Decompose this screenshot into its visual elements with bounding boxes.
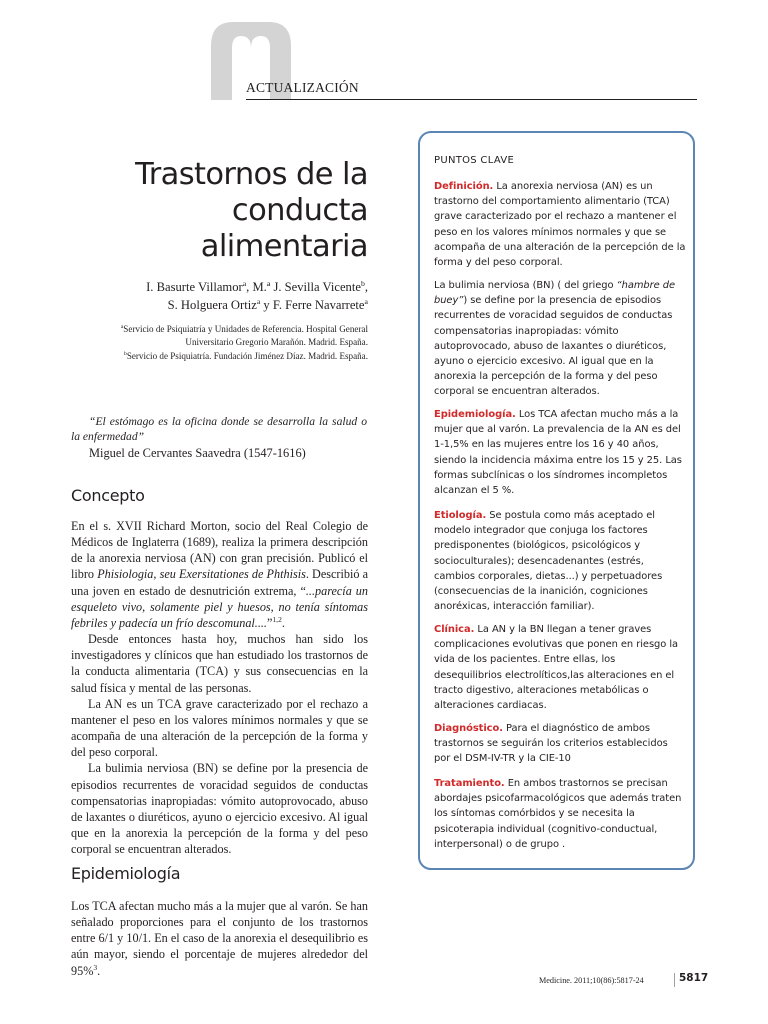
key-point-label: Etiología. xyxy=(434,510,487,521)
author-name: S. Holguera Ortiz xyxy=(167,297,257,312)
heading-concepto: Concepto xyxy=(71,486,145,505)
epidemiologia-body xyxy=(71,898,368,979)
epigraph-author: Miguel de Cervantes Saavedra (1547-1616) xyxy=(89,446,306,460)
key-point-label: Definición. xyxy=(434,181,494,192)
header-rule xyxy=(246,99,697,100)
concepto-body xyxy=(71,518,368,857)
key-points-title: PUNTOS CLAVE xyxy=(434,155,515,166)
article-title: Trastornos de la conducta alimentaria xyxy=(135,157,368,264)
heading-epidemiologia: Epidemiología xyxy=(71,864,181,883)
footer-divider xyxy=(674,973,675,987)
author-name: I. Basurte Villamor xyxy=(146,280,243,294)
key-point-label: Epidemiología. xyxy=(434,409,516,420)
key-point-definicion: Definición. La anorexia nerviosa (AN) es un trastorno del comportamiento alimentario (TCA) grave caracterizado por el rechazo a mantener el peso en los valores mínimos normales y que se acompaña de una alteración de la percepción de la forma y del peso corporal. xyxy=(434,181,686,269)
key-point-clinica: Clínica. La AN y la BN llegan a tener graves complicaciones evolutivas que ponen en riesgo la vida de los pacientes. Entre ellas, los desequilibrios electrolíticos,las alteraciones en el tracto digestivo, alteraciones metabólicas o alteraciones cardiacas. xyxy=(434,624,679,712)
paragraph: Desde entonces hasta hoy, muchos han sido los investigadores y clínicos que han estudiado los trastornos de la conducta alimentaria (TCA) y sus consecuencias en la salud física y mental de las personas. xyxy=(71,632,368,695)
epigraph-text: “El estómago es la oficina donde se desarrolla la salud o la enfermedad” xyxy=(71,415,367,443)
key-point-label: Clínica. xyxy=(434,624,475,635)
key-point-epidemiologia: Epidemiología. Los TCA afectan mucho más a la mujer que al varón. La prevalencia de la AN es del 1-1,5% en las mujeres entre los 16 y 40 años, siendo la incidencia máxima entre los 15 y 25. Las formas subclínicas o los síndromes incompletos alcanzan el 5 %. xyxy=(434,409,682,497)
affiliations xyxy=(88,323,368,363)
key-point-label: Tratamiento. xyxy=(434,778,505,789)
author-name: M.ª J. Sevilla Vicente xyxy=(252,280,361,294)
key-point-label: Diagnóstico. xyxy=(434,723,503,734)
footer-citation: Medicine. 2011;10(86):5817-24 xyxy=(539,976,644,985)
section-label: ACTUALIZACIÓN xyxy=(246,80,359,95)
key-point-diagnostico: Diagnóstico. Para el diagnóstico de ambos trastornos se seguirán los criterios establecidos por el DSM-IV-TR y la CIE-10 xyxy=(434,723,668,765)
author-name: F. Ferre Navarrete xyxy=(272,297,365,312)
affiliation-a: $^a$Servicio de Psiquiatría y Unidades de Referencia. Hospital General Universitario Gregorio Marañón. Madrid. España. xyxy=(120,323,368,348)
paragraph: La AN es un TCA grave caracterizado por el rechazo a mantener el peso en los valores mínimos normales y que se acompaña de una alteración de la percepción de la forma y del peso corporal. xyxy=(71,696,368,760)
epigraph xyxy=(71,415,367,461)
key-point-tratamiento: Tratamiento. En ambos trastornos se precisan abordajes psicofarmacológicos que además traten los síntomas comórbidos y se necesita la psicoterapia individual (cognitivo-conductual, interpersonal) o de grupo . xyxy=(434,778,682,850)
affiliation-b: $^b$Servicio de Psiquiatría. Fundación Jiménez Díaz. Madrid. España. xyxy=(124,350,368,361)
author-list: I. Basurte Villamor$^a$, M.ª J. Sevilla Vicente$^b$, S. Holguera Ortiz$^a$ y F. Ferre Navarrete$^a$ xyxy=(146,278,368,312)
key-point-bulimia: La bulimia nerviosa (BN) ( del griego “hambre de buey”) se define por la presencia de episodios recurrentes de voracidad seguidos de conductas compensatorias inapropiadas: vómito autoprovocado, abuso de laxantes o diuréticos, ayuno o ejercicio excesivo. Al igual que en la anorexia la percepción de la forma y del peso corporal se encuentran alterados. xyxy=(434,280,675,398)
page-number: 5817 xyxy=(679,972,709,984)
paragraph: La bulimia nerviosa (BN) se define por la presencia de episodios recurrentes de voracidad seguidos de conductas compensatorias inapropiadas: vómito autoprovocado, abuso de laxantes o diuréticos, ayuno o ejercicio excesivo. Al igual que en la anorexia la percepción de la forma y del peso corporal se encuentran alterados. xyxy=(71,761,368,857)
paragraph: Los TCA afectan mucho más a la mujer que al varón. Se han señalado proporciones para el conjunto de los trastornos entre 6/1 y 10/1. En el caso de la anorexia el desequilibrio es aún mayor, siendo el porcentaje de mujeres alrededor del 95%$^3$. xyxy=(71,899,368,978)
paragraph: En el s. XVII Richard Morton, socio del Real Colegio de Médicos de Inglaterra (1689), realiza la primera descripción de la anorexia nerviosa (AN) con gran precisión. Publicó el libro Phisiologia, seu Exersitationes de Phthisis. Describió a una joven en estado de desnutrición extrema, “...parecía un esqueleto vivo, solamente piel y huesos, no tenía síntomas febriles y padecía un frío descomunal....”$^{1,2}$. xyxy=(71,519,369,630)
key-point-etiologia: Etiología. Se postula como más aceptado el modelo integrador que conjuga los factores predisponentes (biológicos, psicológicos y socioculturales); desencadenantes (estrés, cambios corporales, dietas...) y perpetuadores (consecuencias de la inanición, cogniciones anoréxicas, interacción familiar). xyxy=(434,510,663,613)
